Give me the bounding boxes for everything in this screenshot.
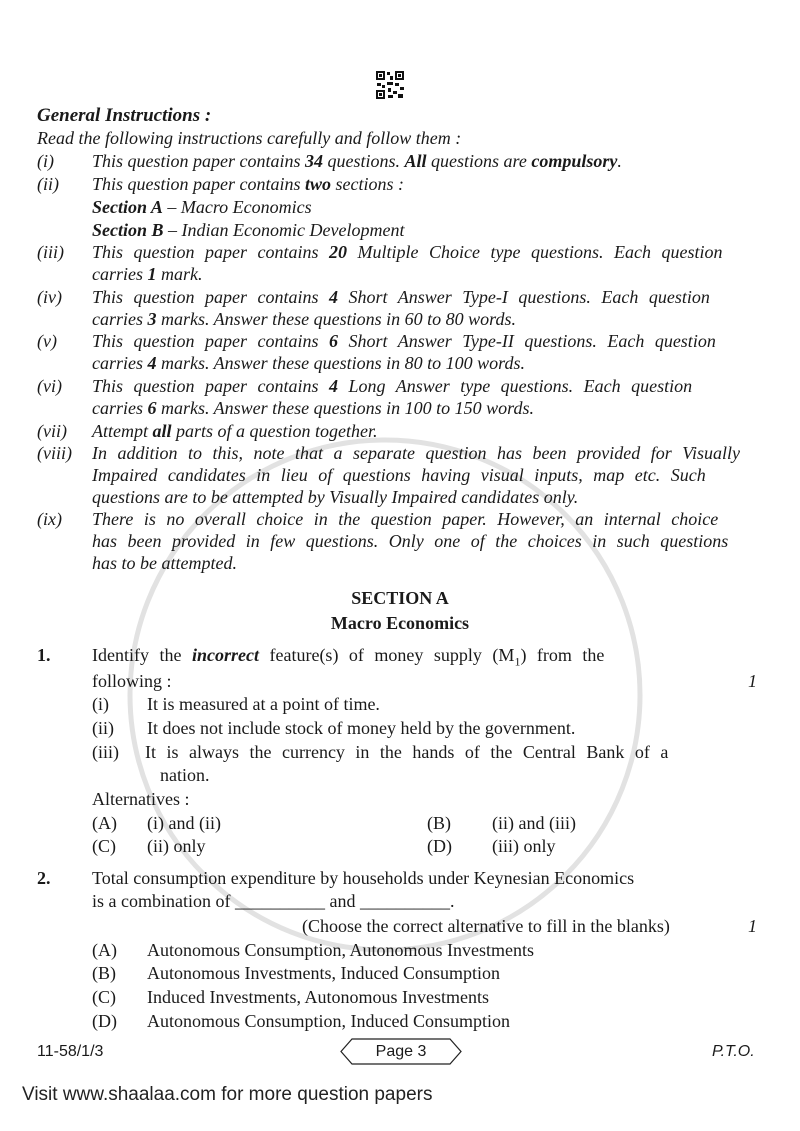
question-text: following : [92, 671, 172, 691]
option-text: (ii) and (iii) [492, 813, 576, 833]
instruction-text: This question paper contains 34 questions. All questions are compulsory. [92, 151, 622, 171]
instruction-text: has to be attempted. [92, 553, 237, 573]
statement-text: It does not include stock of money held by the government. [147, 718, 576, 738]
visit-website-link[interactable]: Visit www.shaalaa.com for more question papers [22, 1084, 433, 1105]
instruction-text: carries 4 marks. Answer these questions in 80 to 100 words. [92, 353, 526, 373]
option-label: (B) [92, 963, 116, 983]
instruction-label: (v) [37, 331, 57, 351]
question-number: 2. [37, 868, 51, 888]
instructions-title: General Instructions : [37, 105, 212, 126]
question-text: Total consumption expenditure by households under Keynesian Economics [92, 868, 635, 888]
instruction-text: In addition to this, note that a separate question has been provided for Visually [92, 443, 740, 463]
pto-label: P.T.O. [712, 1043, 755, 1060]
section-a-description: Section A – Macro Economics [92, 197, 312, 217]
section-b-description: Section B – Indian Economic Development [92, 220, 405, 240]
instruction-label: (viii) [37, 443, 72, 463]
page-number: Page 3 [375, 1043, 427, 1060]
option-label: (B) [427, 813, 451, 833]
option-label: (A) [92, 813, 117, 833]
instruction-text: carries 1 mark. [92, 264, 203, 284]
question-text: Identify the incorrect feature(s) of money supply $(M_1)$ from the [92, 645, 605, 669]
alternatives-label: Alternatives : [92, 789, 190, 809]
instructions-intro: Read the following instructions carefully and follow them : [37, 128, 462, 148]
instruction-text: Attempt all parts of a question together. [92, 421, 378, 441]
instruction-label: (vi) [37, 376, 62, 396]
option-text: Autonomous Investments, Induced Consumption [147, 963, 500, 983]
instruction-text: questions are to be attempted by Visually Impaired candidates only. [92, 487, 579, 507]
option-text: Induced Investments, Autonomous Investments [147, 987, 489, 1007]
instruction-text: carries 3 marks. Answer these questions in 60 to 80 words. [92, 309, 517, 329]
paper-code: 11-58/1/3 [37, 1043, 104, 1060]
option-label: (D) [92, 1011, 117, 1031]
statement-label: (i) [92, 694, 109, 714]
instruction-text: This question paper contains 4 Short Answer Type-I questions. Each question [92, 287, 710, 307]
question-text: is a combination of __________ and __________. [92, 891, 455, 911]
option-label: (C) [92, 836, 116, 856]
option-label: (C) [92, 987, 116, 1007]
question-marks: 1 [748, 916, 757, 936]
instruction-text: This question paper contains 20 Multiple Choice type questions. Each question [92, 242, 723, 262]
question-marks: 1 [748, 671, 757, 691]
instruction-label: (vii) [37, 421, 67, 441]
option-label: (A) [92, 940, 117, 960]
instruction-text: There is no overall choice in the question paper. However, an internal choice [92, 509, 719, 529]
instruction-text: This question paper contains 4 Long Answer type questions. Each question [92, 376, 693, 396]
option-text: (i) and (ii) [147, 813, 221, 833]
instruction-text: Impaired candidates in lieu of questions having visual inputs, map etc. Such [92, 465, 706, 485]
option-text: Autonomous Consumption, Autonomous Investments [147, 940, 535, 960]
statement-text: It is always the currency in the hands of the Central Bank of a [145, 742, 669, 762]
statement-label: (ii) [92, 718, 114, 738]
option-text: Autonomous Consumption, Induced Consumption [147, 1011, 511, 1031]
instruction-label: (i) [37, 151, 54, 171]
section-title: SECTION A [351, 588, 449, 608]
instruction-label: (iii) [37, 242, 64, 262]
instruction-text: has been provided in few questions. Only one of the choices in such questions [92, 531, 729, 551]
instruction-text: This question paper contains two sections : [92, 174, 405, 194]
instruction-label: (iv) [37, 287, 62, 307]
question-number: 1. [37, 645, 51, 665]
option-text: (iii) only [492, 836, 556, 856]
question-instruction: (Choose the correct alternative to fill in the blanks) [302, 916, 670, 936]
statement-text: nation. [160, 765, 210, 785]
option-text: (ii) only [147, 836, 206, 856]
instruction-text: carries 6 marks. Answer these questions in 100 to 150 words. [92, 398, 535, 418]
instruction-label: (ii) [37, 174, 59, 194]
instruction-text: This question paper contains 6 Short Answer Type-II questions. Each question [92, 331, 716, 351]
statement-text: It is measured at a point of time. [147, 694, 380, 714]
option-label: (D) [427, 836, 452, 856]
statement-label: (iii) [92, 742, 119, 762]
section-subtitle: Macro Economics [330, 613, 470, 633]
qr-code-icon [376, 71, 404, 99]
instruction-label: (ix) [37, 509, 62, 529]
